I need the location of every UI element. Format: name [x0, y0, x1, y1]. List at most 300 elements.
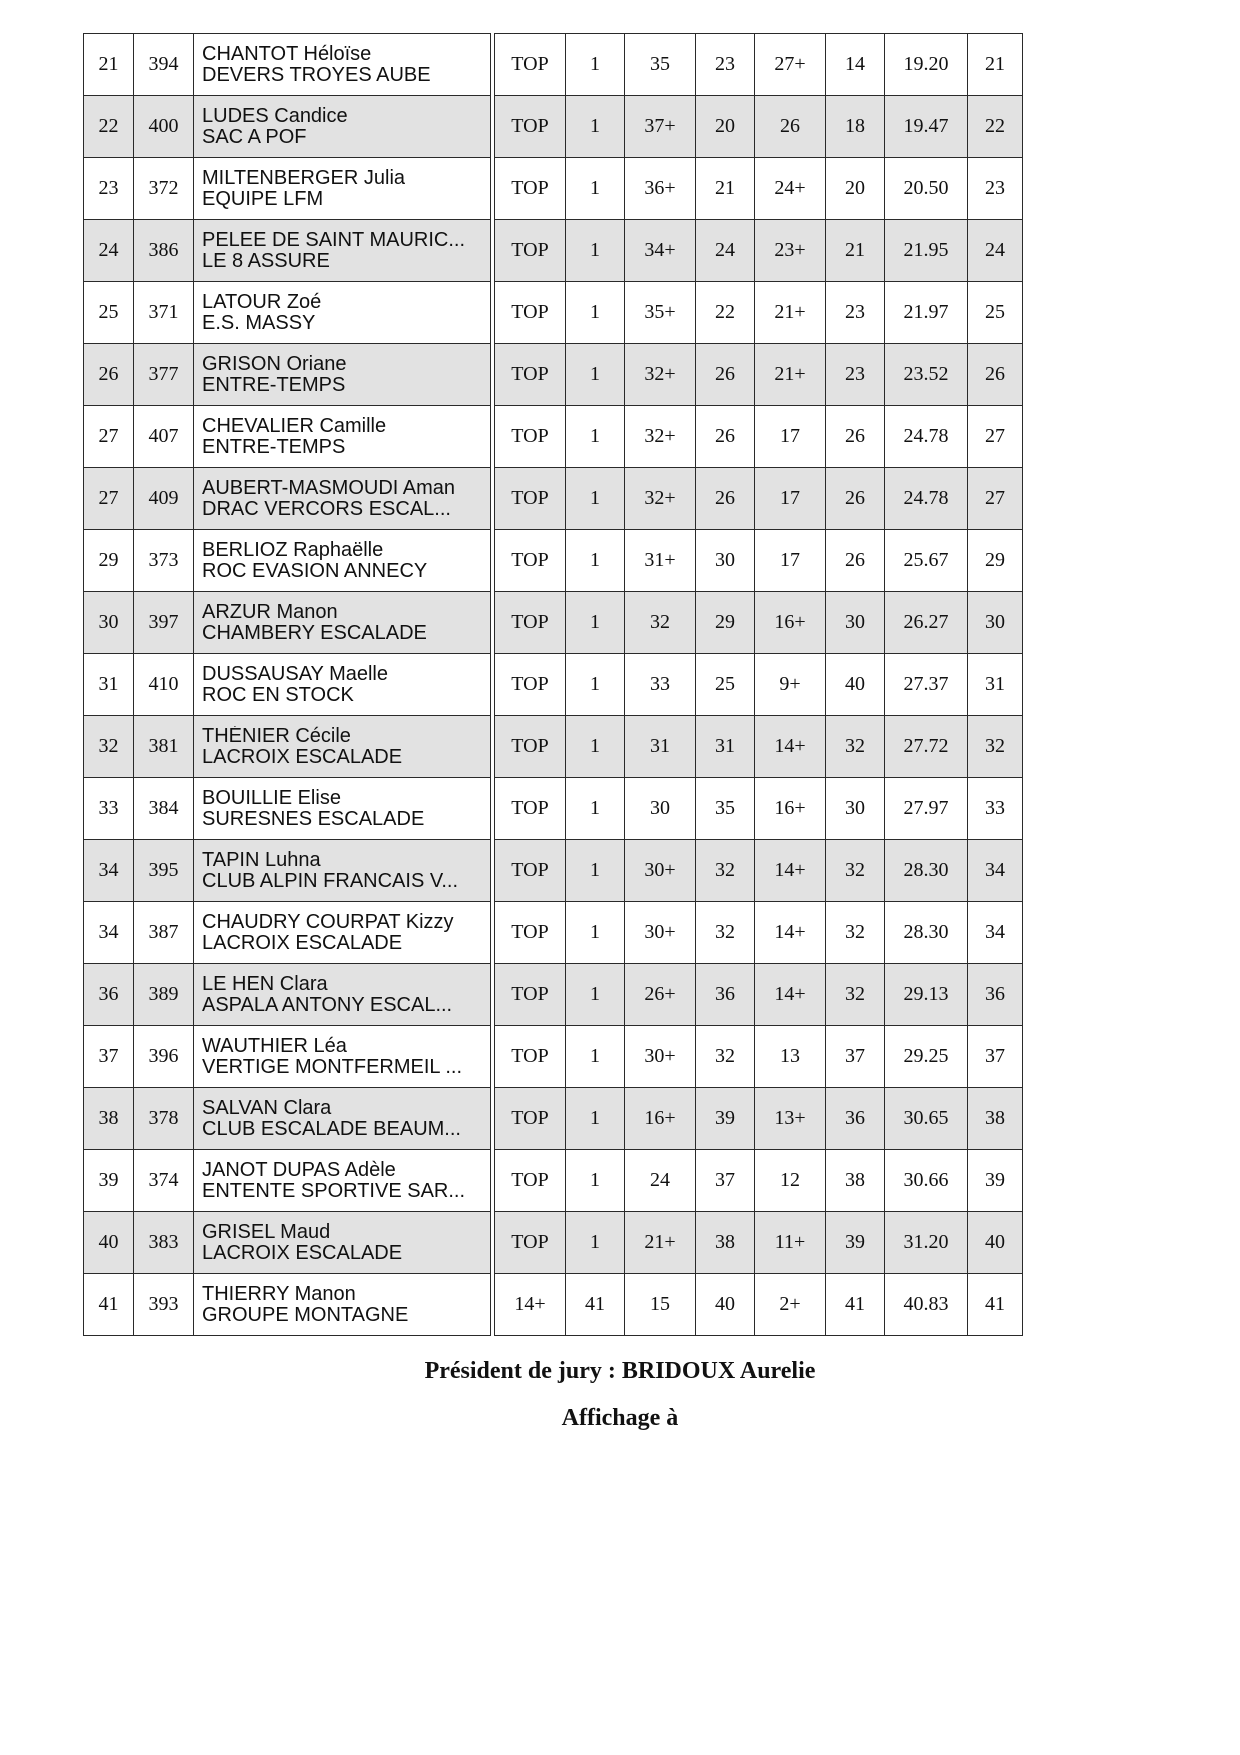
route3-rank: 26: [826, 530, 885, 592]
athlete-name: WAUTHIER Léa: [202, 1035, 347, 1057]
bib-cell: 389: [134, 964, 194, 1026]
rank-cell: 41: [84, 1274, 134, 1336]
table-row: [84, 220, 491, 282]
athlete-name: BERLIOZ Raphaëlle: [202, 539, 384, 561]
route1-rank: 1: [566, 1088, 625, 1150]
table-row: [84, 654, 491, 716]
final-rank: 41: [968, 1274, 1023, 1336]
route1-result: 14+: [495, 1274, 566, 1336]
table-row: [495, 902, 1023, 964]
route1-rank: 1: [566, 964, 625, 1026]
route3-rank: 37: [826, 1026, 885, 1088]
route2-rank: 32: [696, 1026, 755, 1088]
route2-rank: 37: [696, 1150, 755, 1212]
rank-cell: 39: [84, 1150, 134, 1212]
rank-cell: 26: [84, 344, 134, 406]
route3-result: 23+: [755, 220, 826, 282]
athlete-cell: [194, 1274, 491, 1336]
score-cell: 30.66: [885, 1150, 968, 1212]
table-row: [495, 964, 1023, 1026]
rank-cell: 23: [84, 158, 134, 220]
route1-rank: 1: [566, 778, 625, 840]
table-row: [495, 220, 1023, 282]
table-row: [495, 530, 1023, 592]
route2-rank: 26: [696, 406, 755, 468]
final-rank: 22: [968, 96, 1023, 158]
route2-rank: 40: [696, 1274, 755, 1336]
table-row: [84, 964, 491, 1026]
route2-rank: 29: [696, 592, 755, 654]
athlete-name: PELEE DE SAINT MAURIC...: [202, 229, 466, 251]
score-cell: 31.20: [885, 1212, 968, 1274]
final-rank: 34: [968, 902, 1023, 964]
athlete-cell: [194, 1026, 491, 1088]
route2-rank: 38: [696, 1212, 755, 1274]
route1-rank: 1: [566, 592, 625, 654]
final-rank: 23: [968, 158, 1023, 220]
route1-result: TOP: [495, 654, 566, 716]
route1-result: TOP: [495, 1026, 566, 1088]
bib-cell: 383: [134, 1212, 194, 1274]
route3-rank: 26: [826, 468, 885, 530]
athlete-cell: [194, 1150, 491, 1212]
final-rank: 21: [968, 34, 1023, 96]
route2-result: 35+: [625, 282, 696, 344]
athlete-name: LE HEN Clara: [202, 973, 328, 995]
table-row: [84, 34, 491, 96]
rank-cell: 33: [84, 778, 134, 840]
athlete-cell: [194, 406, 491, 468]
table-row: [84, 282, 491, 344]
athlete-name: CHEVALIER Camille: [202, 415, 387, 437]
route2-result: 26+: [625, 964, 696, 1026]
score-cell: 27.97: [885, 778, 968, 840]
final-rank: 27: [968, 406, 1023, 468]
route3-rank: 38: [826, 1150, 885, 1212]
route3-result: 17: [755, 468, 826, 530]
route2-rank: 23: [696, 34, 755, 96]
route2-rank: 22: [696, 282, 755, 344]
score-cell: 27.37: [885, 654, 968, 716]
score-cell: 26.27: [885, 592, 968, 654]
route3-result: 24+: [755, 158, 826, 220]
route1-rank: 1: [566, 468, 625, 530]
club-name: CLUB ESCALADE BEAUM...: [202, 1118, 461, 1140]
club-name: DEVERS TROYES AUBE: [202, 64, 431, 86]
final-rank: 37: [968, 1026, 1023, 1088]
bib-cell: 371: [134, 282, 194, 344]
athlete-cell: [194, 840, 491, 902]
route1-rank: 1: [566, 158, 625, 220]
route2-rank: 26: [696, 344, 755, 406]
route3-rank: 18: [826, 96, 885, 158]
score-cell: 23.52: [885, 344, 968, 406]
route2-rank: 24: [696, 220, 755, 282]
bib-cell: 384: [134, 778, 194, 840]
final-rank: 38: [968, 1088, 1023, 1150]
final-rank: 26: [968, 344, 1023, 406]
route3-rank: 36: [826, 1088, 885, 1150]
bib-cell: 397: [134, 592, 194, 654]
club-name: ASPALA ANTONY ESCAL...: [202, 994, 453, 1016]
route3-rank: 32: [826, 964, 885, 1026]
score-cell: 29.13: [885, 964, 968, 1026]
table-row: [84, 840, 491, 902]
final-rank: 27: [968, 468, 1023, 530]
route1-result: TOP: [495, 96, 566, 158]
bib-cell: 378: [134, 1088, 194, 1150]
athlete-name: CHANTOT Héloïse: [202, 43, 372, 65]
route2-rank: 39: [696, 1088, 755, 1150]
route3-result: 14+: [755, 902, 826, 964]
rank-cell: 34: [84, 902, 134, 964]
table-row: [495, 778, 1023, 840]
route3-rank: 21: [826, 220, 885, 282]
final-rank: 29: [968, 530, 1023, 592]
club-name: LACROIX ESCALADE: [202, 746, 403, 768]
route3-rank: 30: [826, 778, 885, 840]
athlete-cell: [194, 902, 491, 964]
club-name: LE 8 ASSURE: [202, 250, 330, 272]
bib-cell: 394: [134, 34, 194, 96]
athlete-name: GRISEL Maud: [202, 1221, 331, 1243]
bib-cell: 407: [134, 406, 194, 468]
route3-rank: 23: [826, 344, 885, 406]
table-row: [84, 1026, 491, 1088]
bib-cell: 381: [134, 716, 194, 778]
route2-result: 32: [625, 592, 696, 654]
route3-result: 14+: [755, 964, 826, 1026]
route3-result: 13+: [755, 1088, 826, 1150]
athlete-name: THIERRY Manon: [202, 1283, 356, 1305]
club-name: EQUIPE LFM: [202, 188, 324, 210]
table-row: [84, 778, 491, 840]
athlete-cell: [194, 220, 491, 282]
table-row: [495, 716, 1023, 778]
route3-result: 17: [755, 406, 826, 468]
table-row: [495, 468, 1023, 530]
route3-result: 26: [755, 96, 826, 158]
route1-rank: 41: [566, 1274, 625, 1336]
route1-rank: 1: [566, 96, 625, 158]
route3-result: 16+: [755, 778, 826, 840]
route1-rank: 1: [566, 1150, 625, 1212]
route2-result: 30+: [625, 840, 696, 902]
athlete-cell: [194, 592, 491, 654]
score-cell: 20.50: [885, 158, 968, 220]
athlete-name: LATOUR Zoé: [202, 291, 322, 313]
rank-cell: 25: [84, 282, 134, 344]
club-name: CHAMBERY ESCALADE: [202, 622, 427, 644]
route2-result: 34+: [625, 220, 696, 282]
final-rank: 25: [968, 282, 1023, 344]
route2-result: 32+: [625, 406, 696, 468]
athlete-name: CHAUDRY COURPAT Kizzy: [202, 911, 454, 933]
bib-cell: 393: [134, 1274, 194, 1336]
athletes-table: [83, 33, 491, 1336]
athlete-cell: [194, 34, 491, 96]
route3-rank: 32: [826, 902, 885, 964]
score-cell: 19.20: [885, 34, 968, 96]
club-name: ROC EN STOCK: [202, 684, 354, 706]
table-row: [495, 1088, 1023, 1150]
route1-result: TOP: [495, 716, 566, 778]
table-row: [495, 96, 1023, 158]
bib-cell: 410: [134, 654, 194, 716]
rank-cell: 31: [84, 654, 134, 716]
route3-result: 12: [755, 1150, 826, 1212]
athlete-name: JANOT DUPAS Adèle: [202, 1159, 396, 1181]
score-cell: 28.30: [885, 840, 968, 902]
route3-rank: 14: [826, 34, 885, 96]
table-row: [495, 406, 1023, 468]
final-rank: 31: [968, 654, 1023, 716]
table-row: [495, 1026, 1023, 1088]
route3-rank: 41: [826, 1274, 885, 1336]
route2-result: 30+: [625, 902, 696, 964]
route2-result: 33: [625, 654, 696, 716]
route1-rank: 1: [566, 1026, 625, 1088]
table-row: [84, 158, 491, 220]
bib-cell: 395: [134, 840, 194, 902]
route1-rank: 1: [566, 406, 625, 468]
athlete-cell: [194, 282, 491, 344]
route1-result: TOP: [495, 220, 566, 282]
athlete-cell: [194, 964, 491, 1026]
route1-rank: 1: [566, 654, 625, 716]
route1-rank: 1: [566, 530, 625, 592]
route1-result: TOP: [495, 158, 566, 220]
athlete-cell: [194, 158, 491, 220]
route3-result: 17: [755, 530, 826, 592]
athlete-name: AUBERT-MASMOUDI Aman: [202, 477, 456, 499]
route3-result: 11+: [755, 1212, 826, 1274]
route3-rank: 40: [826, 654, 885, 716]
route2-result: 36+: [625, 158, 696, 220]
score-cell: 25.67: [885, 530, 968, 592]
route1-rank: 1: [566, 220, 625, 282]
bib-cell: 386: [134, 220, 194, 282]
athlete-cell: [194, 1088, 491, 1150]
route3-rank: 32: [826, 840, 885, 902]
table-row: [84, 902, 491, 964]
table-row: [84, 592, 491, 654]
route2-result: 35: [625, 34, 696, 96]
route1-result: TOP: [495, 34, 566, 96]
final-rank: 32: [968, 716, 1023, 778]
route3-result: 9+: [755, 654, 826, 716]
route2-result: 32+: [625, 468, 696, 530]
route2-result: 16+: [625, 1088, 696, 1150]
route1-result: TOP: [495, 282, 566, 344]
club-name: ENTENTE SPORTIVE SAR...: [202, 1180, 466, 1202]
table-row: [84, 530, 491, 592]
final-rank: 24: [968, 220, 1023, 282]
club-name: E.S. MASSY: [202, 312, 316, 334]
route1-result: TOP: [495, 778, 566, 840]
athlete-name: ARZUR Manon: [202, 601, 338, 623]
club-name: DRAC VERCORS ESCAL...: [202, 498, 451, 520]
route3-result: 13: [755, 1026, 826, 1088]
table-row: [84, 1274, 491, 1336]
route3-result: 2+: [755, 1274, 826, 1336]
rank-cell: 24: [84, 220, 134, 282]
table-row: [84, 96, 491, 158]
rank-cell: 27: [84, 406, 134, 468]
rank-cell: 38: [84, 1088, 134, 1150]
bib-cell: 377: [134, 344, 194, 406]
athlete-cell: [194, 716, 491, 778]
final-rank: 34: [968, 840, 1023, 902]
athlete-name: THÉNIER Cécile: [202, 725, 351, 747]
route1-result: TOP: [495, 1088, 566, 1150]
route2-rank: 36: [696, 964, 755, 1026]
route1-result: TOP: [495, 840, 566, 902]
rank-cell: 21: [84, 34, 134, 96]
route2-result: 21+: [625, 1212, 696, 1274]
club-name: LACROIX ESCALADE: [202, 932, 403, 954]
table-row: [84, 1088, 491, 1150]
rank-cell: 29: [84, 530, 134, 592]
route3-rank: 30: [826, 592, 885, 654]
rank-cell: 37: [84, 1026, 134, 1088]
table-row: [84, 1212, 491, 1274]
score-cell: 28.30: [885, 902, 968, 964]
final-rank: 40: [968, 1212, 1023, 1274]
table-row: [495, 1150, 1023, 1212]
score-cell: 24.78: [885, 468, 968, 530]
score-cell: 27.72: [885, 716, 968, 778]
rank-cell: 27: [84, 468, 134, 530]
display-time: Affichage à: [561, 1405, 679, 1431]
route1-rank: 1: [566, 344, 625, 406]
route2-result: 30: [625, 778, 696, 840]
route2-result: 37+: [625, 96, 696, 158]
route2-result: 32+: [625, 344, 696, 406]
final-rank: 39: [968, 1150, 1023, 1212]
route3-rank: 26: [826, 406, 885, 468]
route1-rank: 1: [566, 716, 625, 778]
score-cell: 19.47: [885, 96, 968, 158]
club-name: ROC EVASION ANNECY: [202, 560, 428, 582]
route3-result: 16+: [755, 592, 826, 654]
final-rank: 30: [968, 592, 1023, 654]
route1-result: TOP: [495, 902, 566, 964]
route2-rank: 30: [696, 530, 755, 592]
table-row: [495, 654, 1023, 716]
rank-cell: 40: [84, 1212, 134, 1274]
athlete-cell: [194, 468, 491, 530]
route2-rank: 20: [696, 96, 755, 158]
score-cell: 40.83: [885, 1274, 968, 1336]
club-name: ENTRE-TEMPS: [202, 436, 346, 458]
athlete-name: MILTENBERGER Julia: [202, 167, 406, 189]
rank-cell: 32: [84, 716, 134, 778]
rank-cell: 22: [84, 96, 134, 158]
table-row: [84, 1150, 491, 1212]
athlete-cell: [194, 530, 491, 592]
route3-result: 14+: [755, 840, 826, 902]
club-name: CLUB ALPIN FRANCAIS V...: [202, 870, 459, 892]
club-name: VERTIGE MONTFERMEIL ...: [202, 1056, 463, 1078]
route3-result: 21+: [755, 282, 826, 344]
bib-cell: 373: [134, 530, 194, 592]
table-row: [495, 282, 1023, 344]
route2-rank: 31: [696, 716, 755, 778]
athlete-name: DUSSAUSAY Maelle: [202, 663, 388, 685]
route2-result: 24: [625, 1150, 696, 1212]
bib-cell: 372: [134, 158, 194, 220]
athlete-name: BOUILLIE Elise: [202, 787, 341, 809]
route1-result: TOP: [495, 1150, 566, 1212]
athlete-cell: [194, 654, 491, 716]
route2-result: 31: [625, 716, 696, 778]
rank-cell: 34: [84, 840, 134, 902]
results-table: [494, 33, 1023, 1336]
route1-rank: 1: [566, 282, 625, 344]
route2-rank: 26: [696, 468, 755, 530]
athlete-cell: [194, 96, 491, 158]
club-name: GROUPE MONTAGNE: [202, 1304, 409, 1326]
route1-result: TOP: [495, 406, 566, 468]
route1-rank: 1: [566, 1212, 625, 1274]
table-row: [84, 344, 491, 406]
route2-rank: 32: [696, 840, 755, 902]
club-name: SAC A POF: [202, 126, 307, 148]
route3-rank: 20: [826, 158, 885, 220]
route1-rank: 1: [566, 902, 625, 964]
athlete-cell: [194, 344, 491, 406]
route2-rank: 32: [696, 902, 755, 964]
club-name: LACROIX ESCALADE: [202, 1242, 403, 1264]
club-name: ENTRE-TEMPS: [202, 374, 346, 396]
route3-result: 21+: [755, 344, 826, 406]
athlete-cell: [194, 1212, 491, 1274]
table-row: [495, 1212, 1023, 1274]
table-row: [495, 592, 1023, 654]
route3-rank: 39: [826, 1212, 885, 1274]
route1-result: TOP: [495, 964, 566, 1026]
route1-rank: 1: [566, 840, 625, 902]
athlete-cell: [194, 778, 491, 840]
route3-rank: 32: [826, 716, 885, 778]
score-cell: 24.78: [885, 406, 968, 468]
route2-result: 15: [625, 1274, 696, 1336]
route3-rank: 23: [826, 282, 885, 344]
bib-cell: 374: [134, 1150, 194, 1212]
route2-rank: 21: [696, 158, 755, 220]
bib-cell: 387: [134, 902, 194, 964]
table-row: [495, 344, 1023, 406]
jury-president: Président de jury : BRIDOUX Aurelie: [424, 1358, 816, 1384]
athlete-name: GRISON Oriane: [202, 353, 347, 375]
bib-cell: 400: [134, 96, 194, 158]
route2-result: 31+: [625, 530, 696, 592]
route1-rank: 1: [566, 34, 625, 96]
final-rank: 36: [968, 964, 1023, 1026]
route2-result: 30+: [625, 1026, 696, 1088]
table-row: [495, 1274, 1023, 1336]
bib-cell: 396: [134, 1026, 194, 1088]
route1-result: TOP: [495, 1212, 566, 1274]
athlete-name: TAPIN Luhna: [202, 849, 321, 871]
athlete-name: LUDES Candice: [202, 105, 348, 127]
score-cell: 21.95: [885, 220, 968, 282]
table-row: [84, 468, 491, 530]
table-row: [495, 840, 1023, 902]
route1-result: TOP: [495, 468, 566, 530]
score-cell: 21.97: [885, 282, 968, 344]
